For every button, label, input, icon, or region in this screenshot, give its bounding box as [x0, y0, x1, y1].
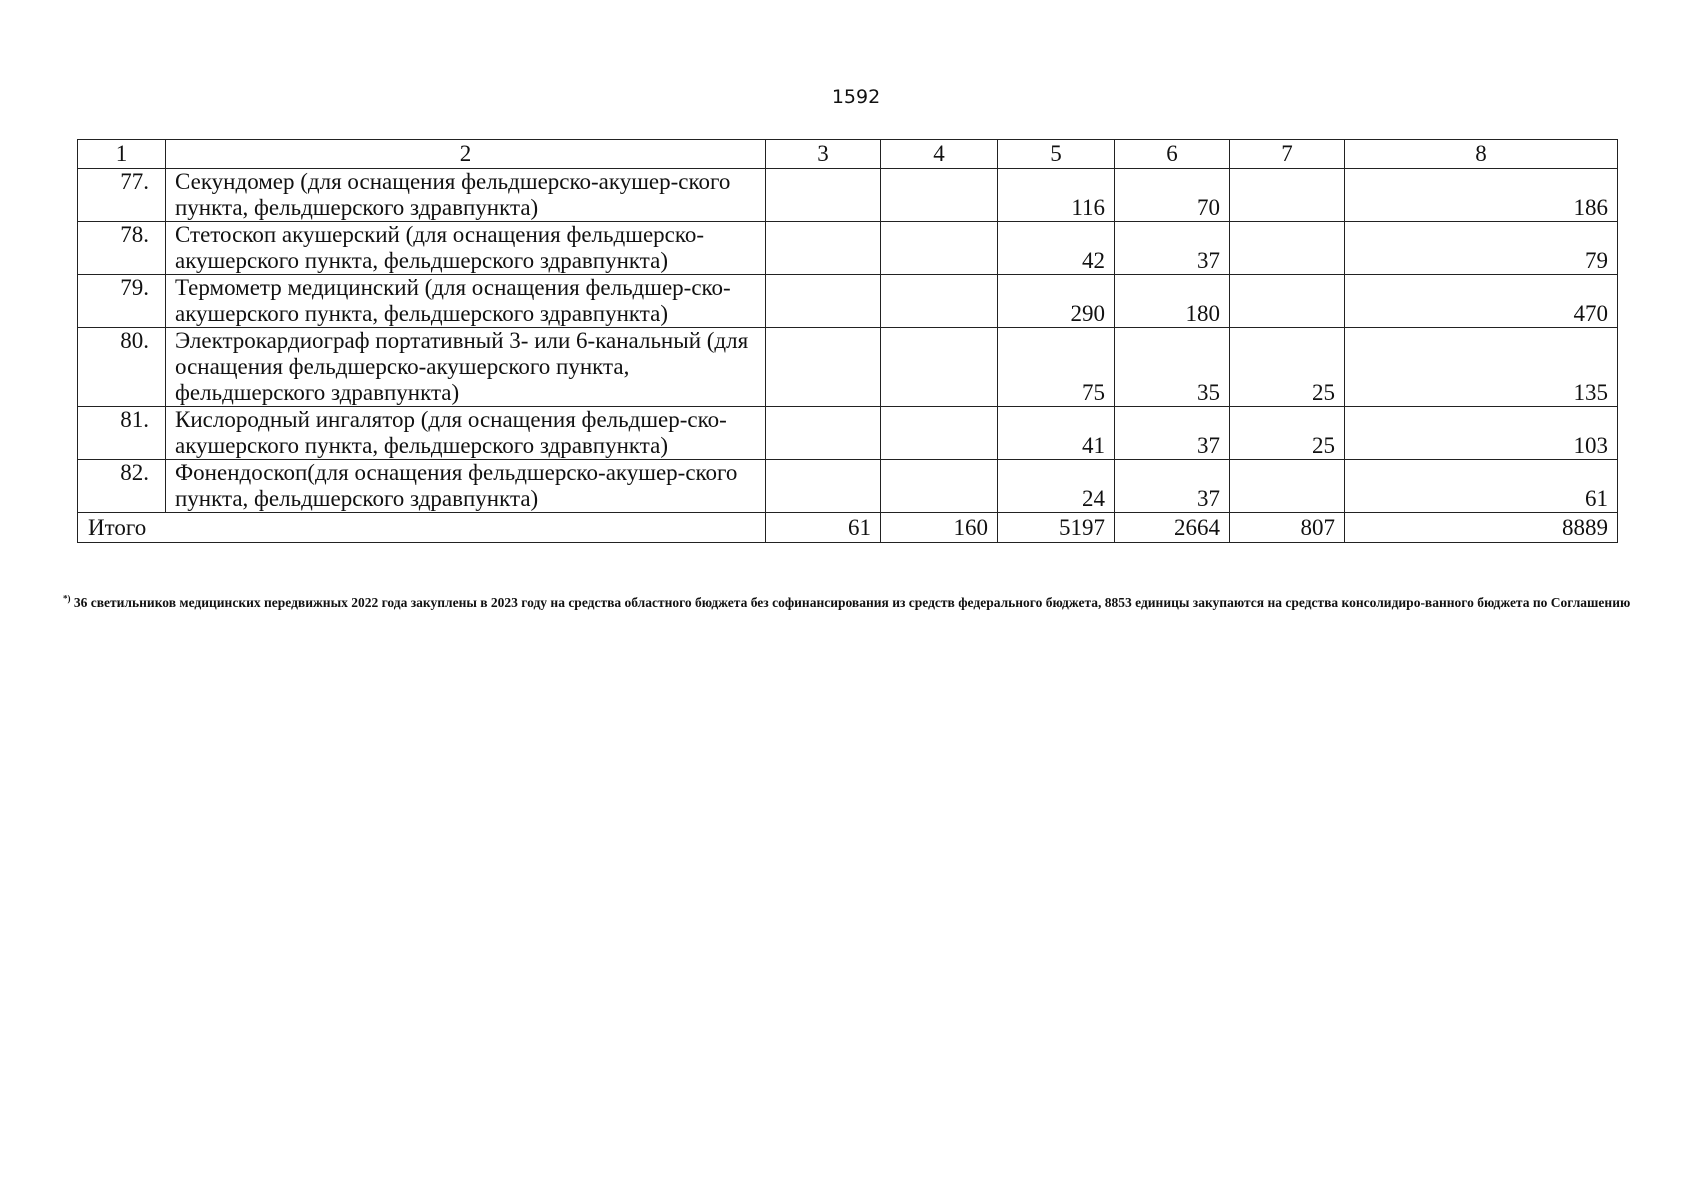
column-header: 2	[166, 140, 766, 169]
footnote	[63, 592, 1653, 614]
cell-col-8: 135	[1345, 328, 1618, 407]
row-number: 82.	[78, 460, 166, 513]
item-name: Кислородный ингалятор (для оснащения фельдшер-ско-акушерского пункта, фельдшерского здравпункта)	[166, 407, 766, 460]
column-header: 8	[1345, 140, 1618, 169]
cell-col-5: 75	[998, 328, 1115, 407]
table-row	[78, 169, 1618, 222]
cell-col-6: 37	[1115, 460, 1230, 513]
equipment-table	[77, 139, 1618, 543]
total-label: Итого	[78, 513, 766, 543]
row-number: 79.	[78, 275, 166, 328]
cell-col-4	[881, 460, 998, 513]
cell-col-3	[766, 169, 881, 222]
row-number: 80.	[78, 328, 166, 407]
cell-col-4	[881, 275, 998, 328]
cell-col-8: 470	[1345, 275, 1618, 328]
cell-col-5: 24	[998, 460, 1115, 513]
row-number: 81.	[78, 407, 166, 460]
cell-col-5: 41	[998, 407, 1115, 460]
column-header: 4	[881, 140, 998, 169]
cell-col-3	[766, 275, 881, 328]
cell-col-4	[881, 222, 998, 275]
cell-col-7	[1230, 460, 1345, 513]
footnote-marker: *)	[63, 593, 71, 604]
cell-col-6: 35	[1115, 328, 1230, 407]
cell-col-5: 42	[998, 222, 1115, 275]
cell-col-6: 180	[1115, 275, 1230, 328]
column-header: 5	[998, 140, 1115, 169]
cell-col-8: 79	[1345, 222, 1618, 275]
page-number: 1592	[831, 86, 881, 108]
item-name: Фонендоскоп(для оснащения фельдшерско-акушер-ского пункта, фельдшерского здравпункта)	[166, 460, 766, 513]
item-name: Электрокардиограф портативный 3- или 6-канальный (для оснащения фельдшерско-акушерского пункта, фельдшерского здравпункта)	[166, 328, 766, 407]
table-row	[78, 407, 1618, 460]
column-header: 7	[1230, 140, 1345, 169]
total-col-4: 160	[881, 513, 998, 543]
footnote-text: 36 светильников медицинских передвижных 2022 года закуплены в 2023 году на средства областного бюджета без софинансирования из средств федерального бюджета, 8853 единицы закупаются на средства консолидиро-ванного бюджета по Соглашению	[70, 595, 1631, 610]
cell-col-4	[881, 328, 998, 407]
column-header: 1	[78, 140, 166, 169]
column-header: 3	[766, 140, 881, 169]
total-col-5: 5197	[998, 513, 1115, 543]
cell-col-6: 70	[1115, 169, 1230, 222]
total-col-6: 2664	[1115, 513, 1230, 543]
item-name: Термометр медицинский (для оснащения фельдшер-ско-акушерского пункта, фельдшерского здравпункта)	[166, 275, 766, 328]
row-number: 77.	[78, 169, 166, 222]
cell-col-7: 25	[1230, 328, 1345, 407]
cell-col-8: 103	[1345, 407, 1618, 460]
cell-col-6: 37	[1115, 407, 1230, 460]
cell-col-7	[1230, 169, 1345, 222]
item-name: Стетоскоп акушерский (для оснащения фельдшерско-акушерского пункта, фельдшерского здравпункта)	[166, 222, 766, 275]
table-row	[78, 275, 1618, 328]
cell-col-3	[766, 460, 881, 513]
table-row	[78, 328, 1618, 407]
total-col-7: 807	[1230, 513, 1345, 543]
cell-col-8: 61	[1345, 460, 1618, 513]
cell-col-5: 116	[998, 169, 1115, 222]
cell-col-4	[881, 407, 998, 460]
total-col-8: 8889	[1345, 513, 1618, 543]
cell-col-3	[766, 328, 881, 407]
cell-col-6: 37	[1115, 222, 1230, 275]
cell-col-7: 25	[1230, 407, 1345, 460]
total-row	[78, 513, 1618, 543]
cell-col-4	[881, 169, 998, 222]
cell-col-3	[766, 222, 881, 275]
column-header: 6	[1115, 140, 1230, 169]
cell-col-7	[1230, 275, 1345, 328]
total-col-3: 61	[766, 513, 881, 543]
row-number: 78.	[78, 222, 166, 275]
item-name: Секундомер (для оснащения фельдшерско-акушер-ского пункта, фельдшерского здравпункта)	[166, 169, 766, 222]
cell-col-3	[766, 407, 881, 460]
cell-col-7	[1230, 222, 1345, 275]
table-header-row	[78, 140, 1618, 169]
table-row	[78, 222, 1618, 275]
cell-col-5: 290	[998, 275, 1115, 328]
cell-col-8: 186	[1345, 169, 1618, 222]
table-row	[78, 460, 1618, 513]
